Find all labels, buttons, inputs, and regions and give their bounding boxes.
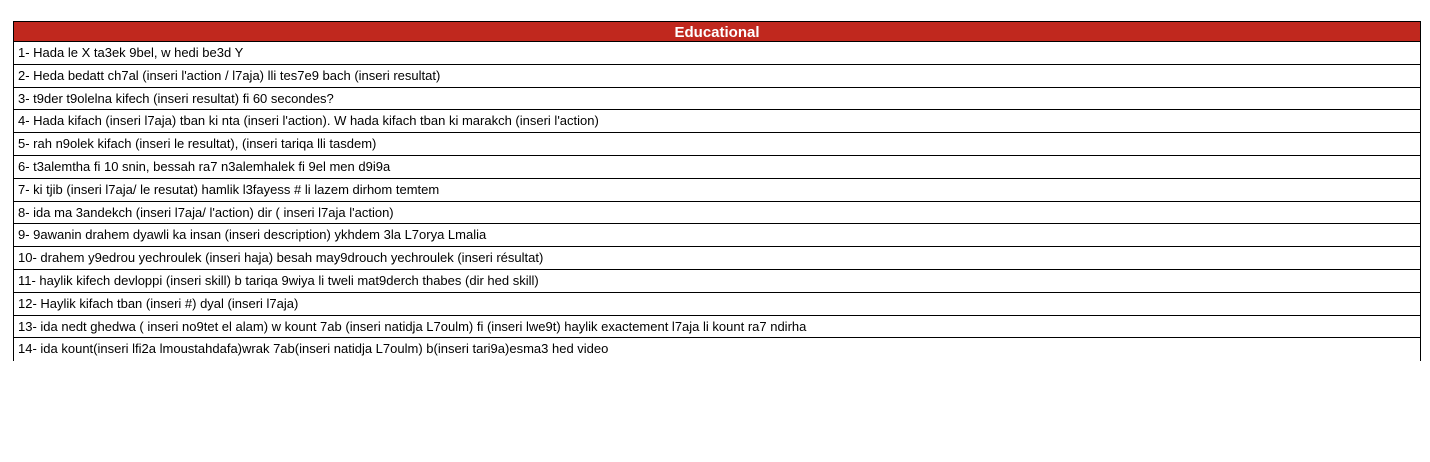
table-row[interactable]: 10- drahem y9edrou yechroulek (inseri haja) besah may9drouch yechroulek (inseri résultat) <box>14 247 1420 270</box>
table-row[interactable]: 9- 9awanin drahem dyawli ka insan (inseri description) ykhdem 3la L7orya Lmalia <box>14 224 1420 247</box>
table-row[interactable]: 3- t9der t9olelna kifech (inseri resultat) fi 60 secondes? <box>14 88 1420 111</box>
table-header-educational[interactable]: Educational <box>14 21 1420 42</box>
table-row[interactable]: 6- t3alemtha fi 10 snin, bessah ra7 n3alemhalek fi 9el men d9i9a <box>14 156 1420 179</box>
table-row[interactable]: 4- Hada kifach (inseri l7aja) tban ki nta (inseri l'action). W hada kifach tban ki marakch (inseri l'action) <box>14 110 1420 133</box>
spreadsheet-table <box>13 21 1421 361</box>
table-row[interactable]: 12- Haylik kifach tban (inseri #) dyal (inseri l7aja) <box>14 293 1420 316</box>
table-row[interactable]: 1- Hada le X ta3ek 9bel, w hedi be3d Y <box>14 42 1420 65</box>
table-row[interactable]: 14- ida kount(inseri lfi2a lmoustahdafa)wrak 7ab(inseri natidja L7oulm) b(inseri tari9a)esma3 hed video <box>18 341 609 357</box>
table-row[interactable]: 7- ki tjib (inseri l7aja/ le resutat) hamlik l3fayess # li lazem dirhom temtem <box>14 179 1420 202</box>
table-row[interactable]: 5- rah n9olek kifach (inseri le resultat), (inseri tariqa lli tasdem) <box>14 133 1420 156</box>
table-row[interactable]: 8- ida ma 3andekch (inseri l7aja/ l'action) dir ( inseri l7aja l'action) <box>14 202 1420 225</box>
table-row[interactable]: 2- Heda bedatt ch7al (inseri l'action / l7aja) lli tes7e9 bach (inseri resultat) <box>14 65 1420 88</box>
table-row[interactable]: 11- haylik kifech devloppi (inseri skill) b tariqa 9wiya li tweli mat9derch thabes (dir hed skill) <box>14 270 1420 293</box>
table-row[interactable]: 13- ida nedt ghedwa ( inseri no9tet el alam) w kount 7ab (inseri natidja L7oulm) fi (inseri lwe9t) haylik exactement l7aja li kount ra7 ndirha <box>14 316 1420 339</box>
